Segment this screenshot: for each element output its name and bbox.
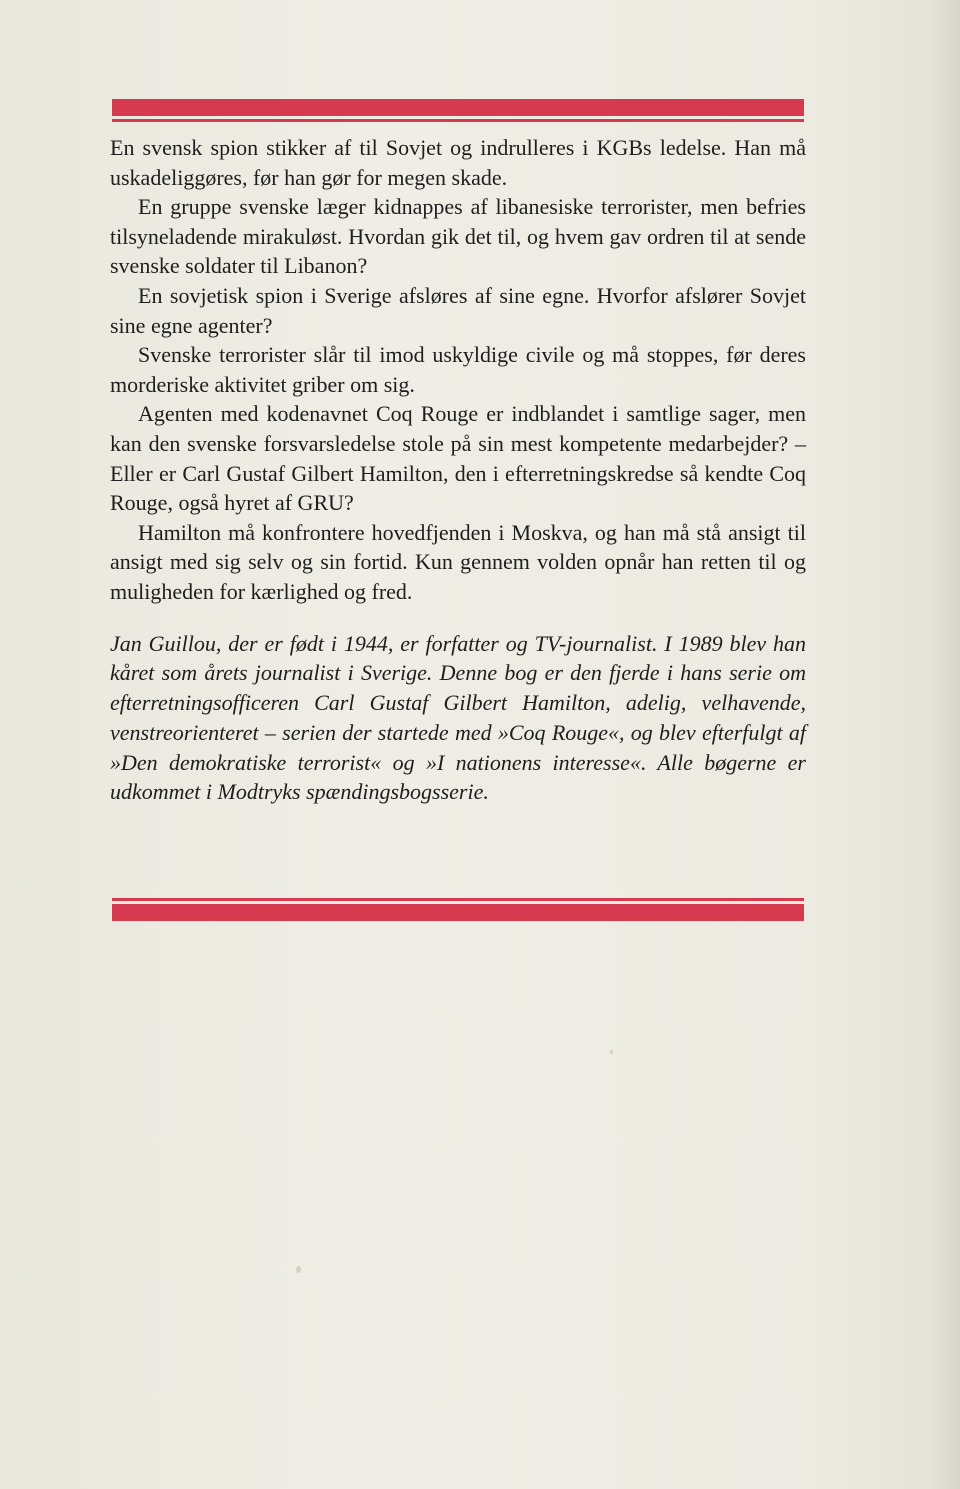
blurb-paragraph-2: En gruppe svenske læger kidnappes af libanesiske terrorister, men befries tilsyneladende mirakuløst. Hvordan gik det til, og hvem gav ordren til at sende svenske soldater til Libanon? xyxy=(110,194,806,279)
blurb-paragraph-3: En sovjetisk spion i Sverige afsløres af sine egne. Hvorfor afslører Sovjet sine egne agenter? xyxy=(110,282,806,338)
top-rule-thin-bar xyxy=(112,119,804,122)
blurb-paragraph-5: Agenten med kodenavnet Coq Rouge er indblandet i samtlige sager, men kan den svenske forsvarsledelse stole på sin mest kompetente medarbejder? – Eller er Carl Gustaf Gilbert Hamilton, den i efterretningskredse så kendte Coq Rouge, også hyret af GRU? xyxy=(110,401,806,516)
paper-stain xyxy=(610,1050,613,1054)
paper-stain xyxy=(296,1266,301,1273)
blurb-text xyxy=(110,133,806,807)
author-bio: Jan Guillou, der er født i 1944, er forfatter og TV-journalist. I 1989 blev han kåret som årets journalist i Sverige. Denne bog er den fjerde i hans serie om efterretningsofficeren Carl Gustaf Gilbert Hamilton, adelig, velhavende, venstreorienteret – serien der startede med »Coq Rouge«, og blev efterfulgt af »Den demokratiske terrorist« og »I nationens interesse«. Alle bøgerne er udkommet i Modtryks spændingsbogsserie. xyxy=(110,630,806,805)
blurb-paragraph-6: Hamilton må konfrontere hovedfjenden i Moskva, og han må stå ansigt til ansigt med sig selv og sin fortid. Kun gennem volden opnår han retten til og muligheden for kærlighed og fred. xyxy=(110,519,806,604)
top-red-rule xyxy=(112,99,804,122)
blurb-paragraph-1: En svensk spion stikker af til Sovjet og indrulleres i KGBs ledelse. Han må uskadeliggøres, før han gør for megen skade. xyxy=(110,135,806,190)
bottom-rule-thick-bar xyxy=(112,904,804,921)
blurb-paragraph-4: Svenske terrorister slår til imod uskyldige civile og må stoppes, før deres morderiske aktivitet griber om sig. xyxy=(110,342,806,397)
bottom-red-rule xyxy=(112,898,804,921)
cover-edge-shadow xyxy=(930,0,960,1489)
top-rule-thick-bar xyxy=(112,99,804,116)
